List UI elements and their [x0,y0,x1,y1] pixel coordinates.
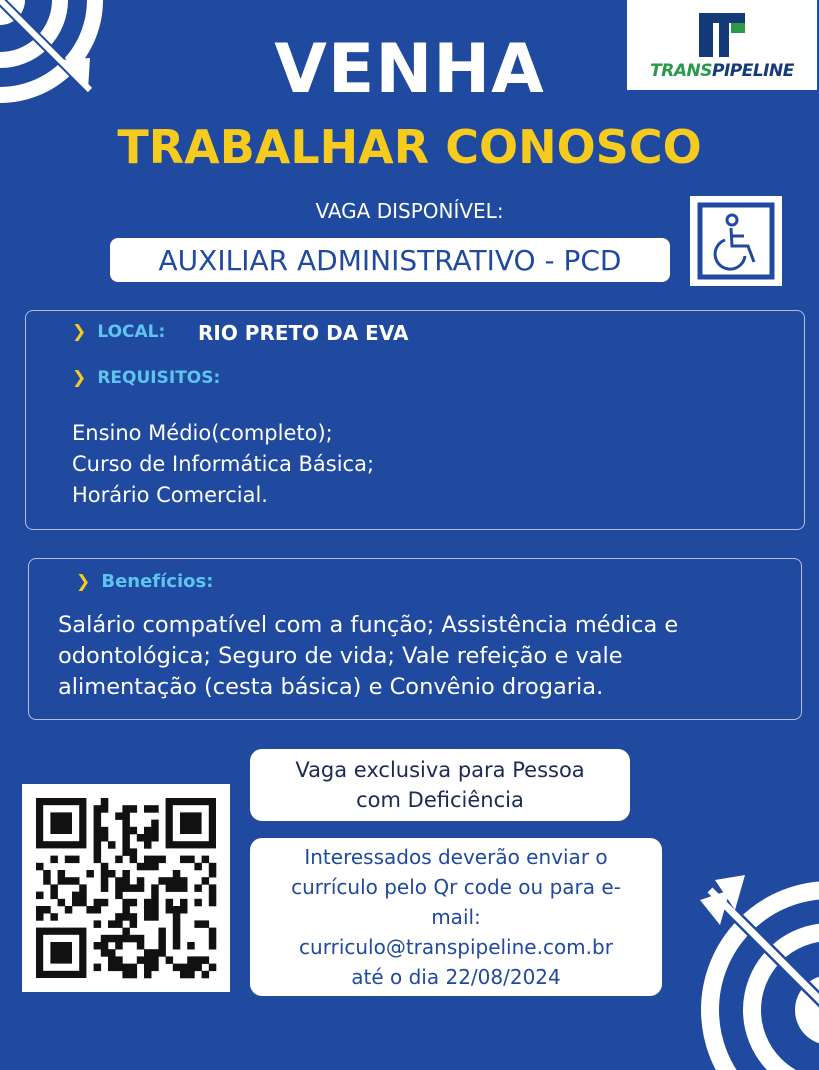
chevron-right-icon: ❯ [72,322,87,342]
headline-venha: VENHA [274,30,545,109]
vacancy-title: AUXILIAR ADMINISTRATIVO - PCD [110,238,670,282]
local-row [72,322,165,342]
target-arrow-icon [690,870,819,1070]
requirements-list [72,418,374,511]
wheelchair-icon [690,196,782,286]
exclusive-line: Vaga exclusiva para Pessoa [295,758,585,782]
logo-text-part2: PIPELINE [711,61,794,81]
requirement-item: Horário Comercial. [72,483,268,507]
chevron-right-icon: ❯ [72,368,87,388]
exclusive-note [250,749,630,821]
requirements-label: REQUISITOS: [97,368,221,388]
benefits-row [76,571,213,592]
contact-line: currículo pelo Qr code ou para e- [291,875,621,899]
benefits-text [58,610,788,703]
qr-code-icon [22,784,230,992]
contact-note [250,838,662,996]
exclusive-line: com Deficiência [356,788,524,812]
contact-line: mail: [431,905,481,929]
contact-line: até o dia 22/08/2024 [351,965,561,989]
local-label: LOCAL: [97,322,166,342]
vacancy-label: VAGA DISPONÍVEL: [315,199,504,223]
benefits-line: Salário compatível com a função; Assistência médica e [58,612,679,638]
benefits-label: Benefícios: [101,571,214,592]
benefits-line: alimentação (cesta básica) e Convênio drogaria. [58,674,604,700]
requirement-item: Curso de Informática Básica; [72,452,375,476]
contact-email-link[interactable]: curriculo@transpipeline.com.br [299,935,613,959]
headline-trabalhar: TRABALHAR CONOSCO [117,120,702,174]
qr-code[interactable] [22,784,230,992]
benefits-line: odontológica; Seguro de vida; Vale refeição e vale [58,643,623,669]
requirements-row [72,368,220,388]
requirement-item: Ensino Médio(completo); [72,421,333,445]
local-value: RIO PRETO DA EVA [198,321,409,345]
chevron-right-icon: ❯ [76,572,91,592]
contact-line: Interessados deverão enviar o [304,845,608,869]
logo-text-part1: TRANS [650,61,712,81]
